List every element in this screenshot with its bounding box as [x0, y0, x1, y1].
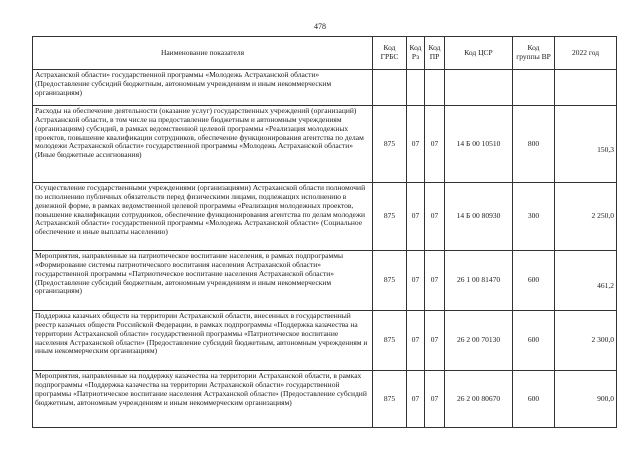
header-name: Наименование показателя	[33, 37, 373, 70]
row-csr: 26 2 00 80670	[445, 371, 513, 428]
row-amount: 150,3	[597, 144, 614, 154]
row-pr: 07	[425, 106, 445, 183]
row-pr: 07	[425, 371, 445, 428]
header-row	[33, 37, 617, 70]
row-amount: 900,0	[555, 371, 617, 428]
row-rz: 07	[407, 371, 425, 428]
table-row	[33, 371, 617, 428]
row-vr	[513, 70, 555, 106]
row-vr: 600	[513, 251, 555, 311]
row-amount: 2 300,0	[555, 311, 617, 371]
table-row	[33, 251, 617, 311]
row-csr	[445, 70, 513, 106]
row-pr: 07	[425, 311, 445, 371]
row-vr: 800	[513, 106, 555, 183]
row-rz: 07	[407, 311, 425, 371]
row-amount	[555, 70, 617, 106]
row-name: Расходы на обеспечение деятельности (оказание услуг) государственных учреждений (организаций) Астраханской области, в том числе на предоставление бюджетным и автономным учреждениям (организациям) субсидий, в рамках ведомственной целевой программы «Реализация молодежных проектов, повышение квалификации сотрудников, обеспечение функционирования агентства по делам молодежи Астраханской области» государственной программы «Молодежь Астраханской области» (Иные бюджетные ассигнования)	[33, 106, 373, 183]
row-amount-cell	[555, 106, 617, 183]
row-grbs: 875	[373, 371, 407, 428]
row-rz	[407, 70, 425, 106]
header-vr: Код группы ВР	[513, 37, 555, 70]
row-pr: 07	[425, 251, 445, 311]
row-name: Поддержка казачьих обществ на территории Астраханской области, внесенных в государственный реестр казачьих обществ Российской Федерации, в рамках подпрограммы «Поддержка казачества на территории Астраханской области» государственной программы «Патриотическое воспитание населения Астраханской области» (Предоставление субсидий бюджетным, автономным учреждениям и иным некоммерческим организациям)	[33, 311, 373, 371]
row-pr	[425, 70, 445, 106]
table-row	[33, 70, 617, 106]
row-vr: 600	[513, 371, 555, 428]
row-csr: 14 Б 00 10510	[445, 106, 513, 183]
header-pr: Код ПР	[425, 37, 445, 70]
header-grbs: Код ГРБС	[373, 37, 407, 70]
row-csr: 26 2 00 70130	[445, 311, 513, 371]
header-rz: Код Рз	[407, 37, 425, 70]
row-name: Астраханской области» государственной программы «Молодежь Астраханской области» (Предоставление субсидий бюджетным, автономным учреждениям и иным некоммерческим организациям)	[33, 70, 373, 106]
row-rz: 07	[407, 106, 425, 183]
row-vr: 300	[513, 183, 555, 251]
row-csr: 26 1 00 81470	[445, 251, 513, 311]
row-pr: 07	[425, 183, 445, 251]
header-year: 2022 год	[555, 37, 617, 70]
row-amount: 461,2	[597, 281, 614, 291]
table-row	[33, 183, 617, 251]
row-grbs: 875	[373, 106, 407, 183]
page-number: 478	[314, 22, 326, 31]
row-amount: 2 250,0	[555, 183, 617, 251]
row-grbs: 875	[373, 183, 407, 251]
row-name: Мероприятия, направленные на патриотическое воспитание населения, в рамках подпрограммы «Формирование системы патриотического воспитания населения Астраханской области» государственной программы «Патриотическое воспитание населения Астраханской области» (Предоставление субсидий бюджетным, автономным учреждениям и иным некоммерческим организациям)	[33, 251, 373, 311]
row-grbs	[373, 70, 407, 106]
row-amount-cell	[555, 251, 617, 311]
row-rz: 07	[407, 183, 425, 251]
row-name: Мероприятия, направленные на поддержку казачества на территории Астраханской области, в рамках подпрограммы «Поддержка казачества на территории Астраханской области» государственной программы «Патриотическое воспитание населения Астраханской области» (Предоставление субсидий бюджетным, автономным учреждениям и иным некоммерческим организациям)	[33, 371, 373, 428]
row-name: Осуществление государственными учреждениями (организациями) Астраханской области полномочий по исполнению публичных обязательств перед физическими лицами, подлежащих исполнению в денежной форме, в рамках ведомственной целевой программы «Реализация молодежных проектов, повышение квалификации сотрудников, обеспечение функционирования агентства по делам молодежи Астраханской области» государственной программы «Молодежь Астраханской области» (Социальное обеспечение и иные выплаты населению)	[33, 183, 373, 251]
row-grbs: 875	[373, 311, 407, 371]
row-rz: 07	[407, 251, 425, 311]
header-csr: Код ЦСР	[445, 37, 513, 70]
table-row	[33, 311, 617, 371]
row-csr: 14 Б 00 80930	[445, 183, 513, 251]
row-vr: 600	[513, 311, 555, 371]
table-row	[33, 106, 617, 183]
budget-table	[32, 36, 617, 428]
row-grbs: 875	[373, 251, 407, 311]
